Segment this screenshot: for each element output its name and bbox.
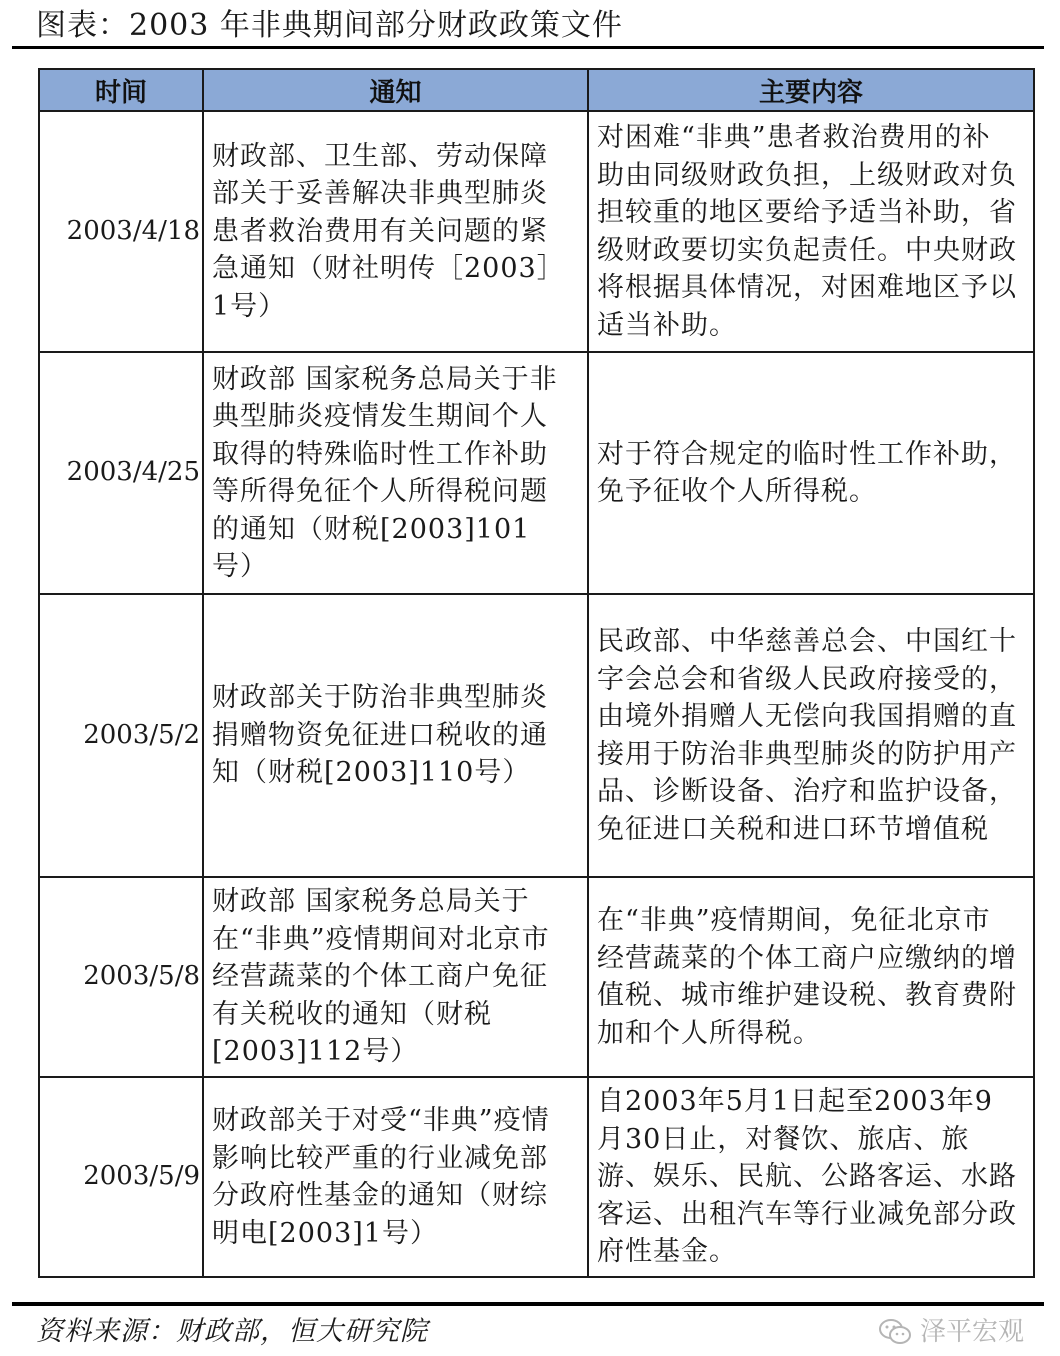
source-note: 资料来源：财政部，恒大研究院 (36, 1316, 428, 1347)
row-notice: 财政部关于防治非典型肺炎捐赠物资免征进口税收的通知（财税[2003]110号） (203, 594, 588, 877)
policy-table (38, 68, 1035, 1278)
row-date: 2003/5/2 (39, 594, 203, 877)
header-date: 时间 (39, 69, 203, 111)
watermark (878, 1314, 1024, 1350)
row-date: 2003/4/25 (39, 352, 203, 594)
row-notice: 财政部 国家税务总局关于非典型肺炎疫情发生期间个人取得的特殊临时性工作补助等所得免征个人所得税问题的通知（财税[2003]101号） (203, 352, 588, 594)
table-row (39, 877, 1034, 1077)
row-notice: 财政部、卫生部、劳动保障部关于妥善解决非典型肺炎患者救治费用有关问题的紧急通知（财社明传［2003］1号） (203, 111, 588, 352)
row-content: 对困难“非典”患者救治费用的补助由同级财政负担，上级财政对负担较重的地区要给予适当补助，省级财政要切实负起责任。中央财政将根据具体情况，对困难地区予以适当补助。 (588, 111, 1034, 352)
row-content: 在“非典”疫情期间，免征北京市经营蔬菜的个体工商户应缴纳的增值税、城市维护建设税、教育费附加和个人所得税。 (588, 877, 1034, 1077)
watermark-text: 泽平宏观 (919, 1317, 1024, 1347)
row-content: 对于符合规定的临时性工作补助，免予征收个人所得税。 (588, 352, 1034, 594)
header-notice: 通知 (203, 69, 588, 111)
row-content: 民政部、中华慈善总会、中国红十字会总会和省级人民政府接受的，由境外捐赠人无偿向我国捐赠的直接用于防治非典型肺炎的防护用产品、诊断设备、治疗和监护设备，免征进口关税和进口环节增值税 (588, 594, 1034, 877)
table-row (39, 1077, 1034, 1277)
wechat-icon (878, 1318, 912, 1346)
row-notice: 财政部 国家税务总局关于在“非典”疫情期间对北京市经营蔬菜的个体工商户免征有关税收的通知（财税[2003]112号） (203, 877, 588, 1077)
header-content: 主要内容 (588, 69, 1034, 111)
row-date: 2003/4/18 (39, 111, 203, 352)
table-row (39, 594, 1034, 877)
row-content: 自2003年5月1日起至2003年9月30日止，对餐饮、旅店、旅游、娱乐、民航、公路客运、水路客运、出租汽车等行业减免部分政府性基金。 (588, 1077, 1034, 1277)
top-rule (12, 46, 1044, 49)
bottom-rule (12, 1302, 1044, 1306)
row-date: 2003/5/8 (39, 877, 203, 1077)
row-date: 2003/5/9 (39, 1077, 203, 1277)
row-notice: 财政部关于对受“非典”疫情影响比较严重的行业减免部分政府性基金的通知（财综明电[2003]1号） (203, 1077, 588, 1277)
table-row (39, 352, 1034, 594)
figure-title: 图表：2003 年非典期间部分财政政策文件 (36, 8, 623, 43)
table-header-row (39, 69, 1034, 111)
table-row (39, 111, 1034, 352)
